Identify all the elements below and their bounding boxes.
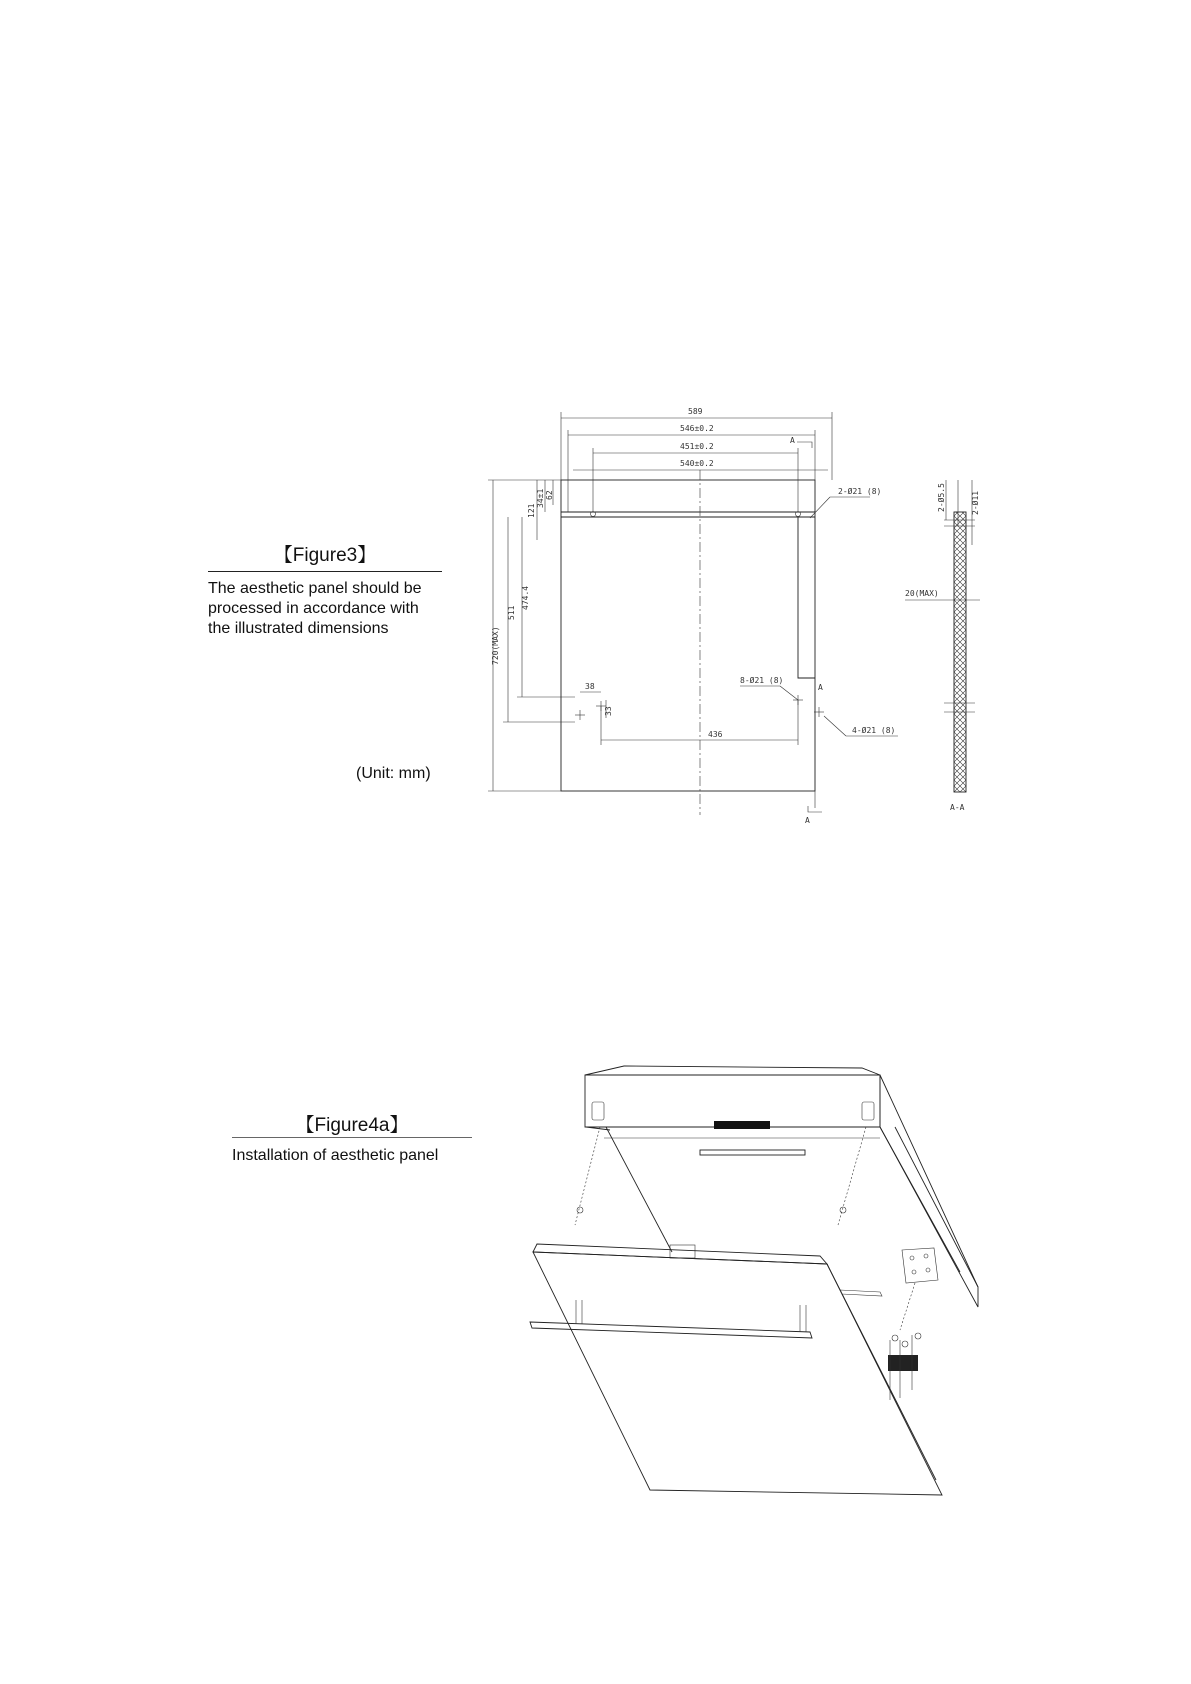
dim-34: 34±1: [536, 488, 545, 508]
top-dimensions: [561, 407, 832, 512]
panel-outline: [561, 480, 815, 791]
dim-hole-bottom: 4-Ø21 (8): [852, 726, 896, 735]
appliance-side: [880, 1075, 978, 1307]
dim-overall-width: 589: [688, 407, 703, 416]
figure4a-title: 【Figure4a】: [295, 1115, 409, 1136]
figure4a-drawing: [530, 1066, 978, 1495]
dim-451: 451±0.2: [680, 442, 714, 451]
panel-handle: [530, 1322, 812, 1338]
dim-511: 511: [507, 605, 516, 620]
dim-thickness: 20(MAX): [905, 589, 939, 598]
unit-note: (Unit: mm): [356, 765, 431, 782]
appliance-door: [585, 1075, 880, 1127]
dim-62: 62: [545, 490, 554, 500]
dim-546: 546±0.2: [680, 424, 714, 433]
section-mark-bottom: A: [805, 816, 810, 825]
aesthetic-panel-top: [533, 1244, 827, 1264]
figure3-title: 【Figure3】: [273, 545, 377, 566]
holes: [575, 486, 898, 736]
figure3-drawing: [488, 407, 980, 825]
figure4a-description: Installation of aesthetic panel: [232, 1147, 439, 1164]
hinge-left: [592, 1102, 604, 1120]
aesthetic-panel-face: [533, 1252, 942, 1495]
dim-side-d2: 2-Ø11: [971, 490, 980, 515]
section-marks: [805, 683, 823, 825]
dim-height-max: 720(MAX): [491, 626, 500, 665]
screw-left: [577, 1207, 583, 1213]
panel-recess: [798, 517, 815, 678]
side-strip: [840, 1290, 882, 1296]
figure3-description-line-2: processed in accordance with: [208, 600, 419, 617]
side-section: [905, 480, 980, 812]
mounting-plate: [902, 1248, 938, 1283]
handle-slot: [714, 1121, 770, 1129]
hinge-right: [862, 1102, 874, 1120]
clip-assembly: [888, 1355, 918, 1371]
dim-121: 121: [527, 503, 536, 518]
dim-540: 540±0.2: [680, 459, 714, 468]
dim-474: 474.4: [521, 585, 530, 610]
section-label: A-A: [950, 803, 965, 812]
dim-hole-top: 2-Ø21 (8): [838, 487, 882, 496]
dim-hole-mid: 8-Ø21 (8): [740, 676, 784, 685]
dim-436: 436: [708, 730, 723, 739]
left-dimensions: [488, 480, 798, 791]
dim-33: 33: [604, 706, 613, 716]
section-hatched-panel: [954, 512, 966, 792]
dim-38: 38: [585, 682, 595, 691]
section-mark-mid: A: [818, 683, 823, 692]
figure3-description-line-1: The aesthetic panel should be: [208, 580, 422, 597]
figure3-description-line-3: the illustrated dimensions: [208, 620, 389, 637]
dim-side-d1: 2-Ø5.5: [937, 483, 946, 512]
appliance-top: [585, 1066, 880, 1075]
section-mark-top: A: [790, 436, 795, 445]
center-bracket: [670, 1245, 695, 1258]
door-strip: [700, 1150, 805, 1155]
